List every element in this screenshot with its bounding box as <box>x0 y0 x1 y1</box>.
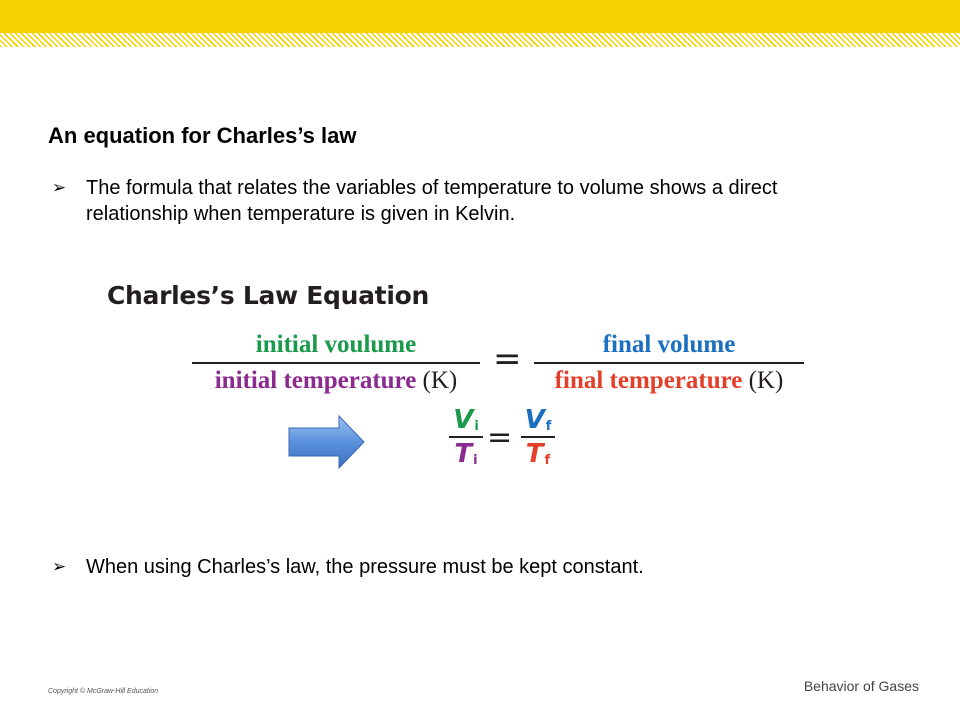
right-arrow-icon <box>287 414 367 470</box>
bullet-text: The formula that relates the variables of temperature to volume shows a direct relationship when temperature is given in Kelvin. <box>86 177 778 225</box>
kelvin-unit: (K) <box>422 367 458 394</box>
copyright-notice: Copyright © McGraw-Hill Education <box>48 688 159 695</box>
header-band <box>0 0 960 33</box>
symbol-ti: $T_i$ <box>454 439 478 469</box>
equals-sign: = <box>493 339 522 379</box>
symbol-fraction-final <box>521 405 555 469</box>
bullet-pressure <box>52 554 852 580</box>
final-temperature-label: final temperature <box>554 367 743 394</box>
equation-heading: Charles’s Law Equation <box>107 281 429 310</box>
header-hatch-stripe <box>0 33 960 47</box>
initial-fraction <box>192 330 480 396</box>
footer-topic: Behavior of Gases <box>803 678 919 694</box>
bullet-arrow-icon: ➢ <box>52 178 67 197</box>
bullet-formula <box>52 175 852 227</box>
symbol-vf: $V_f$ <box>524 405 552 435</box>
final-temperature-row <box>534 366 804 396</box>
final-fraction <box>534 330 804 396</box>
symbol-vi: $V_i$ <box>453 405 479 435</box>
symbol-fraction-initial <box>449 405 483 469</box>
final-volume-label: final volume <box>602 331 736 358</box>
fraction-bar <box>521 436 555 438</box>
slide-title: An equation for Charles’s law <box>48 123 357 148</box>
initial-temperature-label: initial temperature <box>214 367 417 394</box>
initial-temperature-row <box>192 366 480 396</box>
fraction-bar <box>534 362 804 364</box>
kelvin-unit: (K) <box>748 367 784 394</box>
fraction-bar <box>449 436 483 438</box>
fraction-bar <box>192 362 480 364</box>
bullet-text: When using Charles’s law, the pressure must be kept constant. <box>86 556 644 578</box>
symbol-tf: $T_f$ <box>525 439 551 469</box>
bullet-arrow-icon: ➢ <box>52 557 67 576</box>
equals-sign-symbolic: = <box>487 420 513 455</box>
initial-volume-label: initial voulume <box>255 331 417 358</box>
